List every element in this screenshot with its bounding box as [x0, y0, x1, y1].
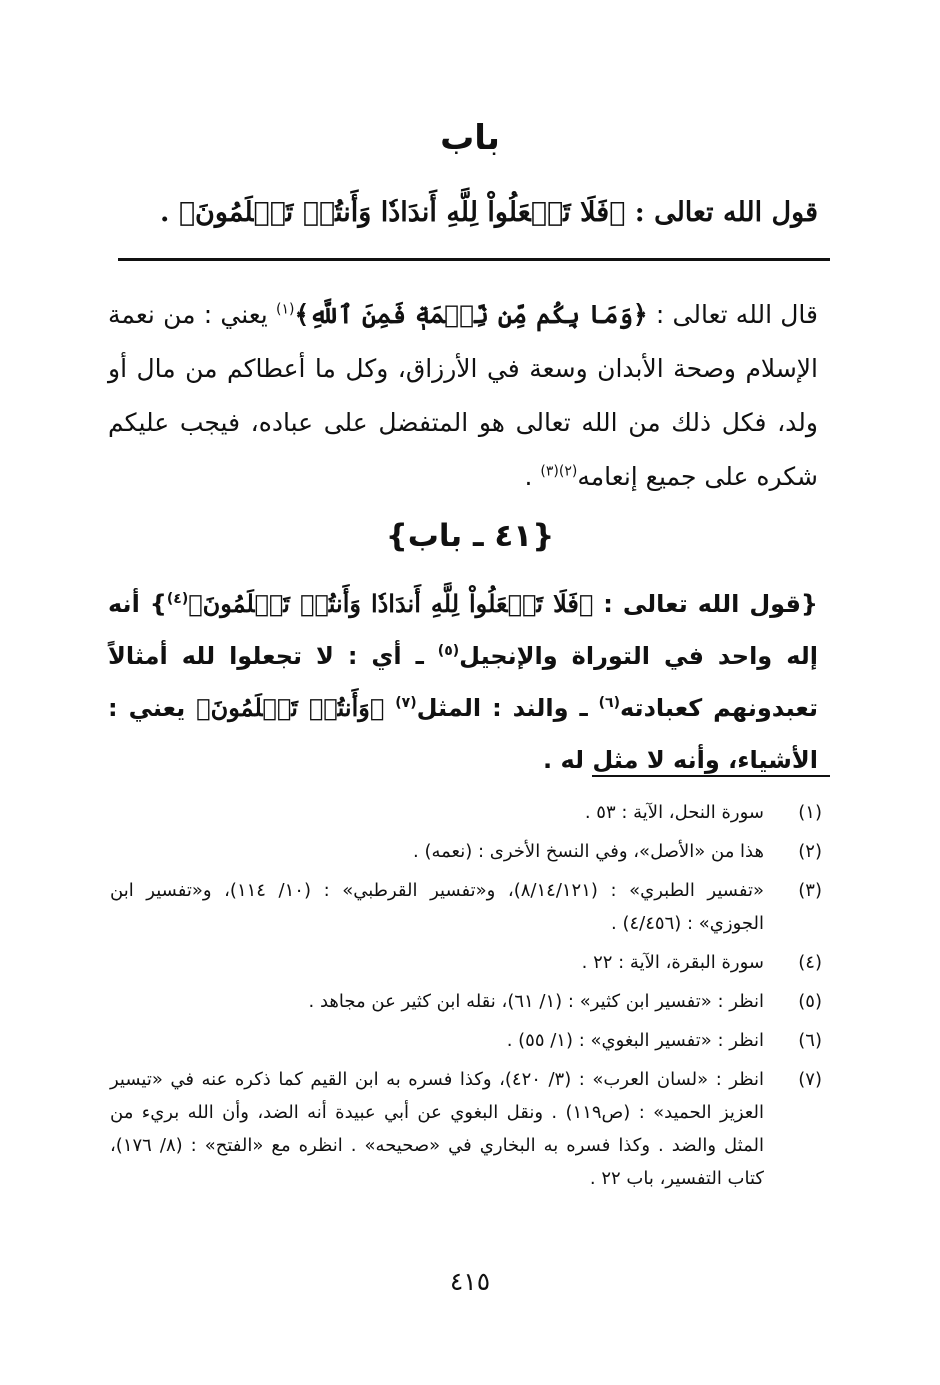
- footnote-text: انظر : «لسان العرب» : (٣/ ٤٢٠)، وكذا فسره به ابن القيم كما ذكره عنه في «تيسير العزيز الحميد» : (ص١١٩) . ونقل البغوي عن أبي عبيدة أنه الضد، وأن الله بريء من المثل والضد . وكذا فسره به البخاري في «صحيحه» . انظره مع «الفتح» : (٨/ ١٧٦)، كتاب التفسير، باب ٢٢ .: [110, 1069, 764, 1189]
- footnote-number: (٢): [798, 841, 822, 862]
- chapter-subtitle: [118, 188, 818, 238]
- footnote-item: [110, 835, 822, 868]
- verse-close-ornament: ﴾: [188, 589, 203, 618]
- footnote-item: [110, 985, 822, 1018]
- subtitle-end: .: [160, 197, 179, 228]
- footnote-text: انظر : «تفسير البغوي» : (١/ ٥٥) .: [506, 1030, 764, 1051]
- footnote-number: (١): [798, 802, 822, 823]
- footnote-item: [110, 796, 822, 829]
- para1-end: .: [524, 462, 541, 491]
- footnote-ref-7[interactable]: (٧): [395, 695, 417, 711]
- verse-close-ornament: ﴾: [294, 300, 310, 329]
- para1-verse: وَمَا بِكُم مِّن نِّعۡمَةٖ فَمِنَ ٱللَّهِ: [309, 300, 633, 329]
- footnote-number: (٦): [798, 1030, 822, 1051]
- para2-intro: {قول الله تعالى :: [593, 590, 818, 618]
- footnote-number: (٧): [798, 1069, 822, 1090]
- footnotes: [110, 796, 822, 1201]
- footnote-ref-4[interactable]: (٤): [166, 591, 189, 607]
- verse-close-ornament: ﴾: [196, 693, 211, 722]
- footnote-item: [110, 1024, 822, 1057]
- header-divider: [118, 258, 830, 261]
- footnote-text: سورة النحل، الآية : ٥٣ .: [584, 802, 764, 823]
- paragraph-2: [108, 578, 818, 786]
- footnote-text: انظر : «تفسير ابن كثير» : (١/ ٦١)، نقله ابن كثير عن مجاهد .: [308, 991, 764, 1012]
- subtitle-verse: فَلَا تَجۡعَلُواْ لِلَّهِ أَندَادٗا وَأَنتُمۡ تَعۡلَمُونَ: [195, 197, 610, 228]
- verse-open-ornament: ﴿: [578, 589, 594, 618]
- para1-intro: قال الله تعالى :: [647, 300, 818, 329]
- footnote-number: (٥): [798, 991, 822, 1012]
- chapter-heading: باب: [440, 118, 500, 158]
- para2-text-1: } أنه إله واحد في التوراة والإنجيل: [108, 590, 818, 670]
- footnote-text: «تفسير الطبري» : (٨/١٤/١٢١)، و«تفسير القرطبي» : (١٠/ ١١٤)، و«تفسير ابن الجوزي» : (٤/٤٥٦) .: [110, 880, 764, 934]
- footnote-number: (٣): [798, 880, 822, 901]
- footnote-item: [110, 946, 822, 979]
- verse-open-ornament: ﴿: [369, 693, 396, 722]
- footnote-item: [110, 874, 822, 940]
- footnote-divider: [592, 775, 830, 777]
- verse-close-ornament: ﴾: [178, 197, 196, 228]
- footnote-text: هذا من «الأصل»، وفي النسخ الأخرى : (نعمه) .: [413, 841, 764, 862]
- page-number: ٤١٥: [449, 1267, 491, 1296]
- footnote-ref-1[interactable]: (١): [275, 301, 295, 318]
- para2-verse: فَلَا تَجۡعَلُواْ لِلَّهِ أَندَادٗا وَأَنتُمۡ تَعۡلَمُونَ: [202, 589, 579, 618]
- footnote-item: [110, 1063, 822, 1195]
- footnote-text: سورة البقرة، الآية : ٢٢ .: [581, 952, 764, 973]
- subtitle-intro: قول الله تعالى :: [625, 197, 818, 228]
- footnote-ref-6[interactable]: (٦): [598, 695, 620, 711]
- para1-text: يعني : من نعمة الإسلام وصحة الأبدان وسعة في الأرزاق، وكل ما أعطاكم من مال أو ولد، فكل ذلك من الله تعالى هو المتفضل على عباده، فيجب عليكم شكره على جميع إنعامه: [108, 300, 818, 491]
- para2-text-4: يعني : الأشياء، وأنه لا مثل له .: [108, 694, 818, 774]
- verse-open-ornament: ﴿: [633, 300, 648, 329]
- para2-verse-2: وَأَنتُمۡ تَعۡلَمُونَ: [210, 693, 370, 722]
- paragraph-1: [108, 288, 818, 504]
- para2-text-3: ـ والند : المثل: [416, 694, 599, 722]
- footnote-ref-2[interactable]: (٢): [558, 463, 578, 480]
- para2-text-2: ـ أي : لا تجعلوا لله أمثالاً تعبدونهم كعبادته: [108, 642, 818, 722]
- footnote-ref-3[interactable]: (٣): [540, 463, 559, 480]
- footnote-ref-5[interactable]: (٥): [437, 643, 460, 659]
- verse-open-ornament: ﴿: [609, 197, 626, 228]
- footnote-number: (٤): [798, 952, 822, 973]
- section-heading-41: {٤١ ـ باب}: [385, 518, 555, 554]
